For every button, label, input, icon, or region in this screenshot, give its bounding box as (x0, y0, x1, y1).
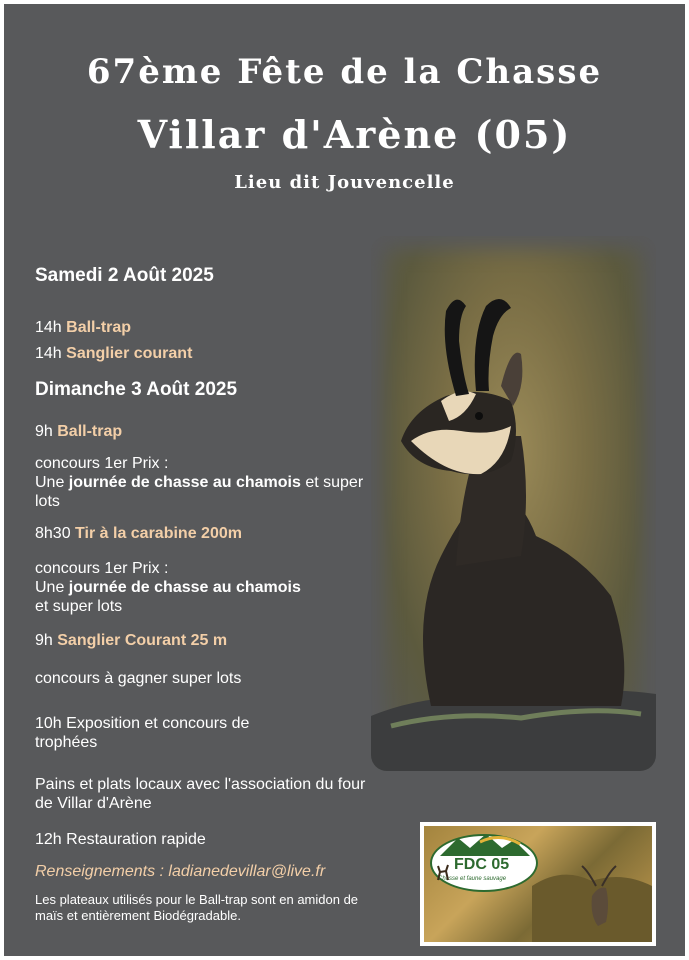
sunday-ball-trap-time: 9h (35, 423, 53, 440)
left-horn (445, 300, 469, 396)
ball-trap-prize-suffix: et super lots (35, 474, 364, 510)
carabine-prize-heading: concours 1er Prix : (35, 560, 169, 577)
deer-logo-icon (434, 862, 454, 882)
ball-trap-prize-prefix: Une (35, 474, 69, 491)
sunday-carabine-time: 8h30 (35, 525, 71, 542)
saturday-item-1 (35, 318, 131, 337)
poster-subtitle: Lieu dit Jouvencelle (234, 172, 455, 193)
mountain-logo-icon (440, 832, 530, 858)
contact-email[interactable]: ladianedevillar@live.fr (168, 863, 326, 880)
carabine-prize-bold: journée de chasse au chamois (68, 579, 301, 596)
poster-title-line2: Villar d'Arène (05) (137, 112, 572, 157)
deer-scene-illustration (532, 826, 652, 942)
sunday-ball-trap (35, 422, 122, 441)
saturday-item-2-event: Sanglier courant (66, 345, 193, 362)
chamois-eye (475, 412, 483, 420)
sunday-carabine (35, 524, 242, 543)
restauration-text: 12h Restauration rapide (35, 831, 206, 848)
fdc-logo-title: FDC 05 (454, 856, 510, 873)
sunday-date: Dimanche 3 Août 2025 (35, 379, 238, 400)
sunday-sanglier (35, 631, 227, 650)
fdc-logo-box (420, 822, 656, 946)
saturday-item-2 (35, 344, 192, 363)
saturday-item-2-time: 14h (35, 345, 62, 362)
fdc-logo-background (424, 826, 652, 942)
saturday-item-1-time: 14h (35, 319, 62, 336)
carabine-prize-prefix: Une (35, 579, 69, 596)
carabine-prize (35, 559, 305, 616)
biodegradable-note: Les plateaux utilisés pour le Ball-trap sont en amidon de maïs et entièrement Biodégradable. (35, 892, 359, 923)
contact-line (35, 862, 325, 881)
contact-label: Renseignements : (35, 863, 169, 880)
sanglier-prize: concours à gagner super lots (35, 670, 242, 687)
poster (4, 4, 685, 956)
sunday-sanglier-time: 9h (35, 632, 53, 649)
pains-text: Pains et plats locaux avec l'association du four de Villar d'Arène (35, 776, 366, 812)
saturday-item-1-event: Ball-trap (66, 319, 132, 336)
poster-title-line1: 67ème Fête de la Chasse (86, 52, 603, 92)
exposition-text: 10h Exposition et concours de trophées (35, 715, 250, 751)
sunday-sanglier-event: Sanglier Courant 25 m (57, 632, 228, 649)
carabine-prize-suffix: et super lots (35, 598, 123, 615)
ball-trap-prize (35, 454, 365, 511)
chamois-illustration (371, 236, 656, 771)
saturday-date: Samedi 2 Août 2025 (35, 265, 214, 286)
chamois-photo (371, 236, 656, 771)
sunday-carabine-event: Tir à la carabine 200m (75, 525, 242, 542)
sunday-ball-trap-event: Ball-trap (57, 423, 123, 440)
ball-trap-prize-bold: journée de chasse au chamois (68, 474, 301, 491)
ball-trap-prize-heading: concours 1er Prix : (35, 455, 169, 472)
fdc-logo-tagline: Chasse et faune sauvage (438, 876, 507, 882)
